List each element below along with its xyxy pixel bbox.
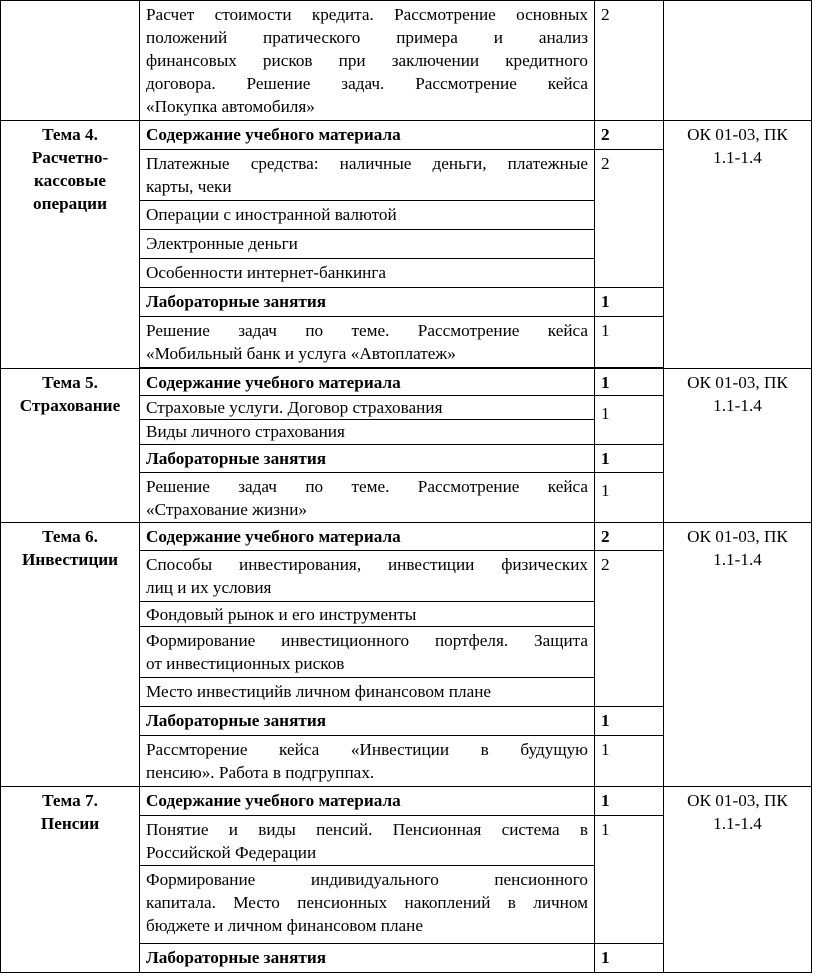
text-line: Способы инвестирования, инвестиции физических	[146, 555, 588, 574]
topic-title-line: операции	[33, 194, 107, 213]
content-item	[140, 866, 595, 944]
content-item: Виды личного страхования	[140, 420, 595, 445]
hours-cell: 1	[595, 944, 664, 973]
text-line: Рассмторение кейса «Инвестиции в будущую	[146, 740, 588, 759]
table-row	[1, 121, 812, 150]
competence-line: 1.1-1.4	[713, 148, 762, 167]
text-line: капитала. Место пенсионных накоплений в личном	[146, 893, 588, 912]
text-line: Формирование инвестиционного портфеля. Защита	[146, 631, 588, 650]
content-item	[140, 627, 595, 678]
text-line: Формирование индивидуального пенсионного	[146, 870, 588, 889]
text-line: договора. Решение задач. Рассмотрение кейса	[146, 74, 588, 93]
competence-line: ОК 01-03, ПК	[687, 373, 788, 392]
content-item: Страховые услуги. Договор страхования	[140, 396, 595, 420]
competence-cell-empty	[664, 1, 812, 121]
topic-cell-empty	[1, 1, 140, 121]
lab-header: Лабораторные занятия	[140, 445, 595, 473]
hours-cell: 1	[595, 787, 664, 816]
table-row	[1, 787, 812, 816]
competence-cell	[664, 369, 812, 523]
hours-cell: 2	[595, 150, 664, 288]
hours-cell: 1	[595, 816, 664, 944]
hours-cell: 2	[595, 551, 664, 707]
competence-line: 1.1-1.4	[713, 550, 762, 569]
text-line: Платежные средства: наличные деньги, платежные	[146, 154, 588, 173]
text-line: карты, чеки	[146, 177, 232, 196]
content-header: Содержание учебного материала	[140, 523, 595, 551]
hours-cell: 1	[595, 396, 664, 445]
text-line: Российской Федерации	[146, 843, 317, 862]
table-row	[1, 1, 812, 121]
content-item: Фондовый рынок и его инструменты	[140, 602, 595, 627]
text-line: «Мобильный банк и услуга «Автоплатеж»	[146, 344, 456, 363]
content-header: Содержание учебного материала	[140, 369, 595, 396]
lab-header: Лабораторные занятия	[140, 707, 595, 736]
text-line: Понятие и виды пенсий. Пенсионная система в	[146, 820, 588, 839]
hours-cell: 1	[595, 707, 664, 736]
text-line: финансовых рисков при заключении кредитного	[146, 51, 588, 70]
text-line: Решение задач по теме. Рассмотрение кейса	[146, 477, 588, 496]
content-item: Особенности интернет-банкинга	[140, 259, 595, 288]
topic-title-line: Пенсии	[40, 814, 100, 833]
topic-title-line: Страхование	[19, 396, 121, 415]
topic-5-title	[1, 369, 140, 523]
content-item	[140, 816, 595, 866]
text-line: от инвестиционных рисков	[146, 654, 345, 673]
content-item	[140, 150, 595, 201]
topic-title-line: Расчетно-	[31, 148, 109, 167]
topic-title-line: Тема 4.	[42, 125, 98, 144]
competence-line: 1.1-1.4	[713, 814, 762, 833]
topic-3-content-item	[140, 1, 595, 121]
competence-cell	[664, 121, 812, 369]
content-header: Содержание учебного материала	[140, 121, 595, 150]
competence-line: ОК 01-03, ПК	[687, 125, 788, 144]
competence-line: ОК 01-03, ПК	[687, 791, 788, 810]
topic-title-line: Тема 7.	[42, 791, 98, 810]
text-line: бюджете и личном финансовом плане	[146, 916, 423, 935]
hours-cell: 1	[595, 736, 664, 787]
hours-cell: 2	[595, 523, 664, 551]
topic-4-title	[1, 121, 140, 369]
text-line: положений пратического примера и анализ	[146, 28, 588, 47]
text-line: «Страхование жизни»	[146, 500, 307, 519]
topic-6-title	[1, 523, 140, 787]
text-line: Расчет стоимости кредита. Рассмотрение основных	[146, 5, 588, 24]
content-header: Содержание учебного материала	[140, 787, 595, 816]
hours-cell: 1	[595, 473, 664, 523]
lab-header: Лабораторные занятия	[140, 944, 595, 973]
hours-cell: 2	[595, 1, 664, 121]
lab-item	[140, 736, 595, 787]
table-row	[1, 523, 812, 551]
text-line: пенсию». Работа в подгруппах.	[146, 763, 375, 782]
lab-item	[140, 473, 595, 523]
hours-cell: 1	[595, 369, 664, 396]
hours-cell: 1	[595, 317, 664, 368]
text-line: «Покупка автомобиля»	[146, 97, 315, 116]
hours-cell: 2	[595, 121, 664, 150]
text-line: Решение задач по теме. Рассмотрение кейса	[146, 321, 588, 340]
topic-7-title	[1, 787, 140, 973]
topic-title-line: Инвестиции	[21, 550, 119, 569]
topic-title-line: Тема 6.	[42, 527, 98, 546]
competence-line: ОК 01-03, ПК	[687, 527, 788, 546]
content-item: Электронные деньги	[140, 230, 595, 259]
competence-cell	[664, 523, 812, 787]
table-row	[1, 369, 812, 396]
lab-header: Лабораторные занятия	[140, 288, 595, 317]
content-item: Место инвестицийв личном финансовом плане	[140, 678, 595, 707]
competence-line: 1.1-1.4	[713, 396, 762, 415]
competence-cell	[664, 787, 812, 973]
hours-cell: 1	[595, 445, 664, 473]
content-item	[140, 551, 595, 602]
text-line: лиц и их условия	[146, 578, 272, 597]
lab-item	[140, 317, 595, 368]
hours-cell: 1	[595, 288, 664, 317]
topic-title-line: кассовые	[34, 171, 106, 190]
topic-title-line: Тема 5.	[42, 373, 98, 392]
content-item: Операции с иностранной валютой	[140, 201, 595, 230]
